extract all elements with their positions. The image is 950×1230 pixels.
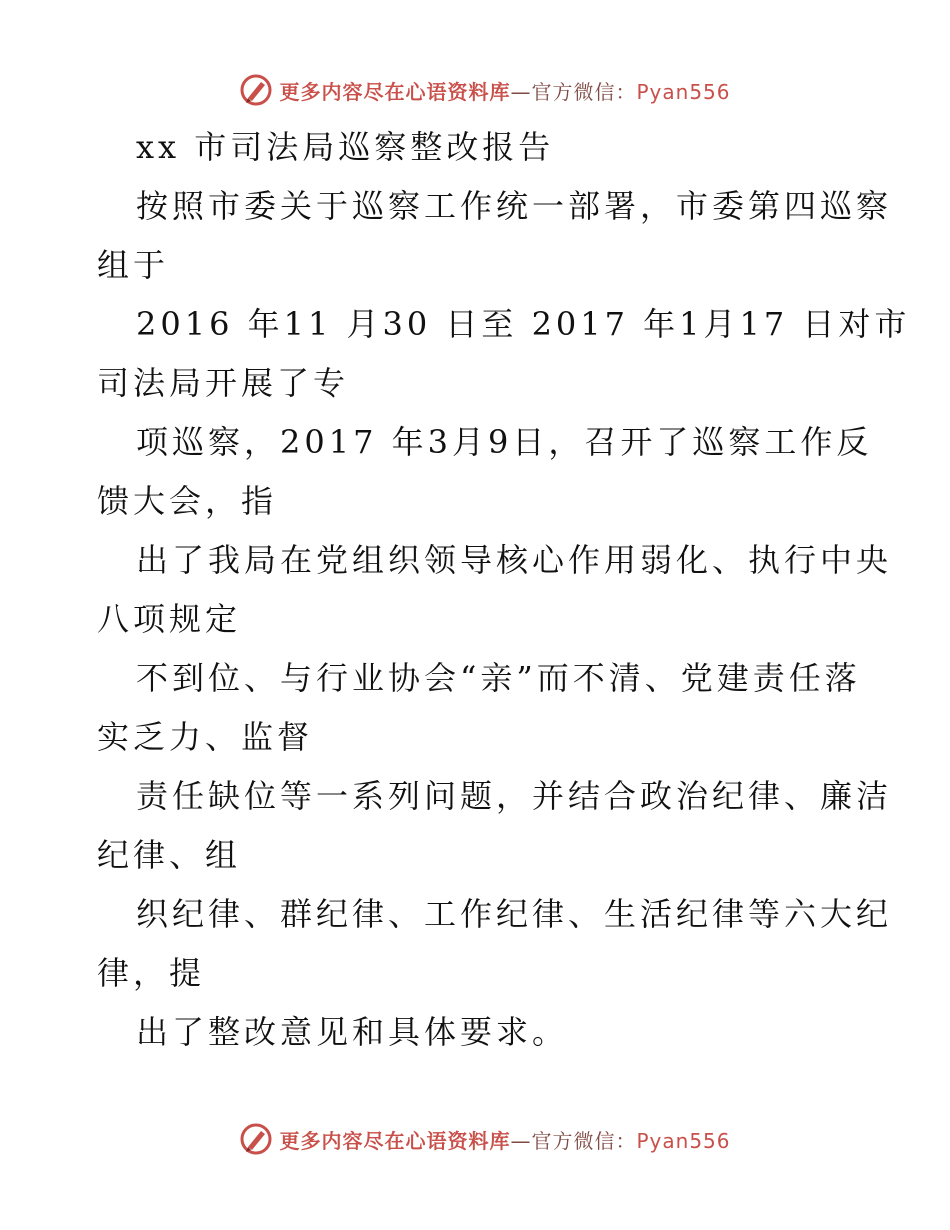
footer-banner-main: 更多内容尽在心语资料库 [279, 1128, 511, 1153]
text-line: 按照市委关于巡察工作统一部署，市委第四巡察 [136, 187, 893, 225]
header-banner-wechat: Pyan556 [636, 79, 731, 104]
footer-banner-wechat: Pyan556 [636, 1128, 731, 1153]
header-banner-separator: — [510, 79, 532, 104]
text-line: 责任缺位等一系列问题，并结合政治纪律、廉洁 [136, 777, 893, 815]
header-banner-content [239, 73, 730, 107]
text-line: 2016 年11 月30 日至 2017 年1月17 日对市 [136, 305, 911, 343]
document-title: xx 市司法局巡察整改报告 [136, 128, 555, 166]
text-line: 律，提 [97, 954, 206, 992]
text-line: 实乏力、监督 [97, 718, 314, 756]
text-line: 八项规定 [97, 600, 242, 638]
text-line: 项巡察，2017 年3月9日，召开了巡察工作反 [136, 423, 873, 461]
text-line: 不到位、与行业协会“亲”而不清、党建责任落 [136, 659, 861, 697]
text-line: 出了我局在党组织领导核心作用弱化、执行中央 [136, 541, 893, 579]
header-banner [0, 70, 950, 110]
footer-banner-content [239, 1122, 730, 1156]
header-banner-sub: 官方微信： [531, 79, 637, 104]
footer-banner-separator: — [510, 1128, 532, 1153]
footer-banner [0, 1119, 950, 1159]
text-line: 纪律、组 [97, 836, 242, 874]
text-line: 出了整改意见和具体要求。 [136, 1013, 569, 1051]
header-banner-text [279, 76, 730, 105]
pen-logo-icon [239, 73, 273, 107]
text-line: 司法局开展了专 [97, 364, 350, 402]
header-banner-main: 更多内容尽在心语资料库 [279, 79, 511, 104]
text-line: 馈大会，指 [97, 482, 278, 520]
pen-logo-icon [239, 1122, 273, 1156]
footer-banner-sub: 官方微信： [531, 1128, 637, 1153]
footer-banner-text [279, 1125, 730, 1154]
text-line: 组于 [97, 246, 170, 284]
text-line: 织纪律、群纪律、工作纪律、生活纪律等六大纪 [136, 895, 893, 933]
